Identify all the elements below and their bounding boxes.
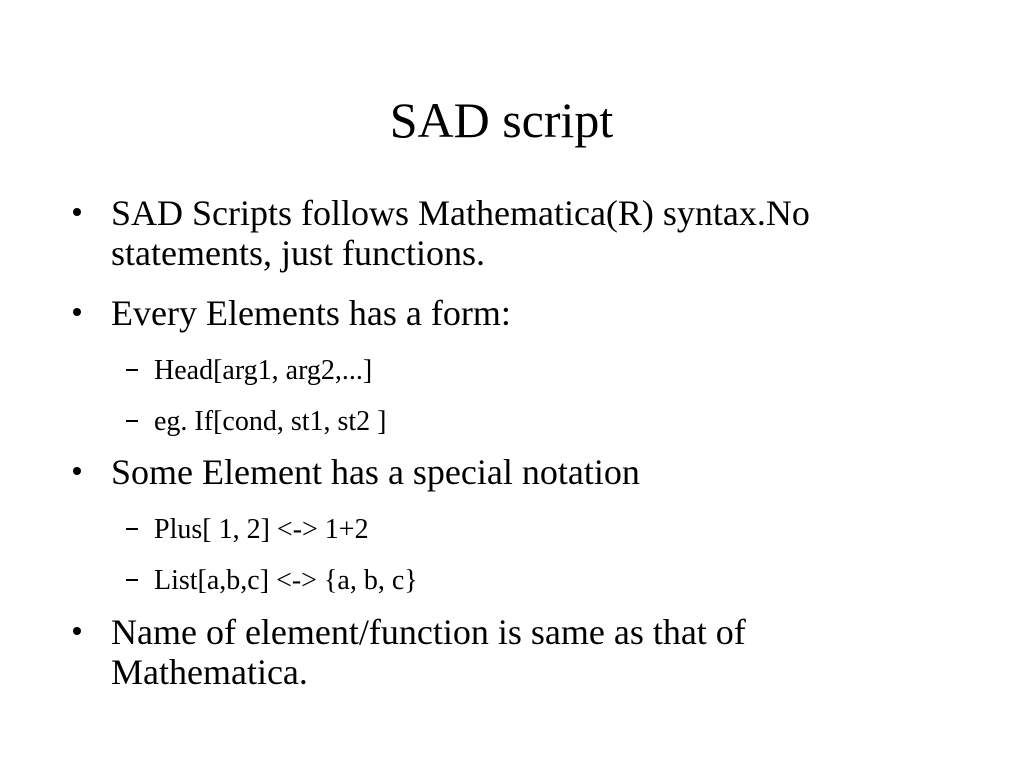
sub-bullet-item <box>154 405 934 439</box>
sub-bullet-item <box>154 354 934 388</box>
bullet-item <box>111 452 941 492</box>
bullet-dot-icon <box>73 467 81 475</box>
bullet-dash-icon <box>126 528 138 530</box>
bullet-text: Name of element/function is same as that of Mathematica. <box>111 612 746 692</box>
sub-bullet-text: List[a,b,c] <-> {a, b, c} <box>154 565 418 596</box>
bullet-item <box>111 293 941 333</box>
sub-bullet-text: eg. If[cond, st1, st2 ] <box>154 406 387 437</box>
bullet-dash-icon <box>126 369 138 371</box>
bullet-dot-icon <box>73 308 81 316</box>
sub-bullet-item <box>154 564 934 598</box>
bullet-text: SAD Scripts follows Mathematica(R) syntax.No statements, just functions. <box>111 193 810 273</box>
bullet-text: Some Element has a special notation <box>111 452 640 492</box>
sub-bullet-text: Plus[ 1, 2] <-> 1+2 <box>154 514 369 545</box>
bullet-dot-icon <box>73 627 81 635</box>
slide-title: SAD script <box>389 92 614 148</box>
bullet-dash-icon <box>126 420 138 422</box>
sub-bullet-item <box>154 513 934 547</box>
sub-bullet-text: Head[arg1, arg2,...] <box>154 355 373 386</box>
bullet-item <box>111 193 941 273</box>
bullet-text: Every Elements has a form: <box>111 293 511 333</box>
bullet-dash-icon <box>126 579 138 581</box>
bullet-item <box>111 612 941 692</box>
bullet-dot-icon <box>73 208 81 216</box>
